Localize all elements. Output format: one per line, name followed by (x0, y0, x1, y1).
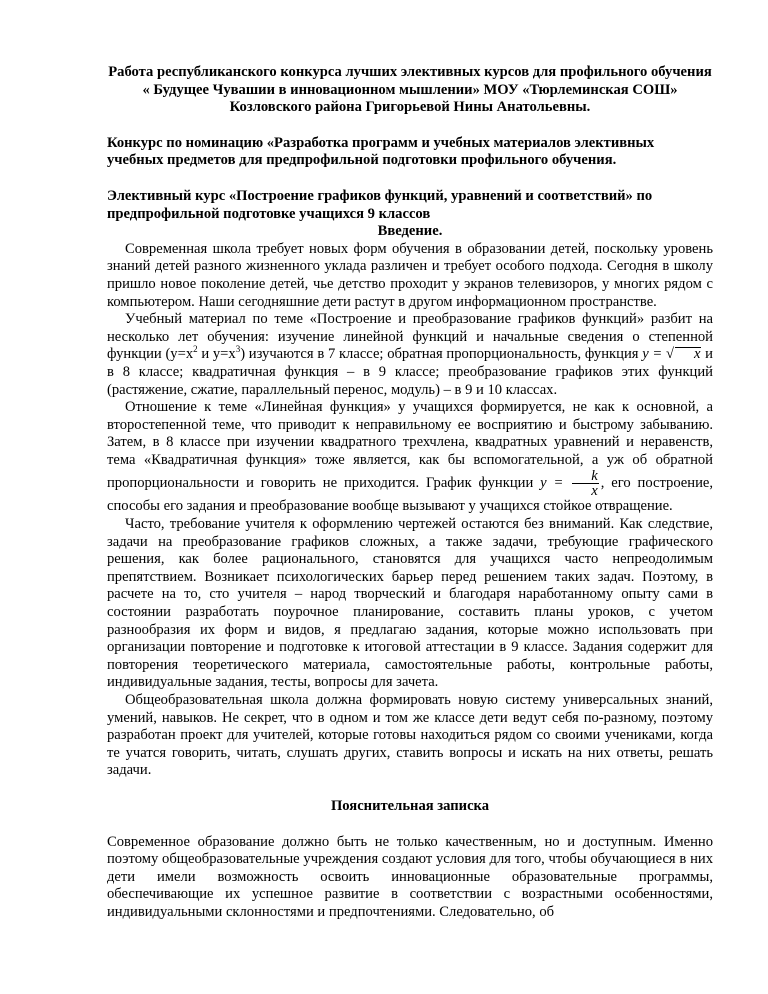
intro-paragraph-3 (107, 399, 713, 516)
intro-paragraph-2 (107, 311, 713, 399)
explanatory-note-paragraph-1: Современное образование должно быть не только качественным, но и доступным. Именно поэтому общеобразовательные учреждения создают условия для того, чтобы обучающиеся в них дети имели возможность освоить инновационные образовательные программы, обеспечивающие их успешное развитие в соответствии с возрастными особенностями, индивидуальными склонностями и предпочтениями. Следовательно, об (107, 833, 713, 920)
superscript-2: 2 (193, 344, 198, 355)
fraction-numerator: k (572, 469, 598, 484)
intro-p2-text-c: ) изучаются в 7 классе; обратная пропорциональность, функция (240, 346, 643, 363)
sqrt-radicand: x (675, 347, 701, 361)
intro-p3-text-a: Отношение к теме «Линейная функция» у учащихся формируется, не как к основной, а второстепенной теме, что приводит к неправильному ее восприятию и быстрому забыванию. Затем, в 8 классе при изучении квадратного трехчлена, квадратных уравнений и неравенств, тема «Квадратичная функция» тоже является, как бы вспомогательной, а уж об обратной пропорциональности и говорить не приходится. График функции (107, 399, 713, 492)
intro-paragraph-4: Часто, требование учителя к оформлению чертежей остаются без вниманий. Как следствие, задачи на преобразование графиков сложных, а также задачи, требующие графического решения, как более рационального, становятся для учащихся часто непреодолимым препятствием. Возникает психологических барьер перед решением таких задач. Поэтому, в расчете на то, сто учителя – народ творческий и благодаря наработанному опыту сами в состоянии разработать поурочное планирование, составить планы уроков, с учетом разнообразия их форм и видов, я предлагаю задания, которые можно использовать при организации повторение и подготовке к итоговой аттестации в 9 классе. Задания содержит для повторения теоретического материала, самостоятельные работы, контрольные работы, индивидуальные задания, тесты, вопросы для зачета. (107, 516, 713, 691)
explanatory-note-heading: Пояснительная записка (330, 797, 490, 814)
sqrt-formula-lhs: y = (642, 346, 666, 363)
nomination-text: Конкурс по номинацию «Разработка программ и учебных материалов элективных учебных предметов для предпрофильной подготовки профильного обучения. (107, 134, 655, 169)
superscript-3: 3 (235, 344, 241, 355)
fraction-formula (540, 468, 601, 500)
document-title: Работа республиканского конкурса лучших элективных курсов для профильного обучения « Будущее Чувашии в инновационном мышлении» МОУ «Тюрлеминская СОШ» Козловского района Григорьевой Нины Анатольевны. (108, 64, 712, 116)
intro-p2-text-b: и y=x (197, 346, 236, 363)
spacer (107, 117, 713, 135)
document-page (107, 64, 713, 922)
intro-paragraph-1: Современная школа требует новых форм обучения в образовании детей, поскольку уровень знаний детей разного жизненного уклада различен и требует особого подхода. Сегодня в школу пришло новое поколение детей, чье детство проходит у экранов телевизоров, у многих рядом с компьютером. Наши сегодняшние дети растут в другом информационном пространстве. (107, 240, 713, 310)
spacer (107, 170, 713, 188)
course-title: Элективный курс «Построение графиков функций, уравнений и соответствий» по предпрофильной подготовке учащихся 9 классов (107, 187, 653, 222)
fraction-denominator: x (591, 483, 598, 500)
intro-heading: Введение. (377, 223, 443, 240)
sqrt-formula: y = √ x (642, 346, 701, 363)
intro-p2-text-a: Учебный материал по теме «Построение и преобразование графиков функций» разбит на несколько лет обучения: изучение линейной функций и начальные сведения о степенной функции (y=x (107, 311, 713, 363)
intro-p3-text-b: , его построение, способы его задания и преобразование вообще вызывают у учащихся стойкое отвращение. (107, 475, 714, 515)
intro-paragraph-5: Общеобразовательная школа должна формировать новую систему универсальных знаний, умений, навыков. Не секрет, что в одном и том же классе дети ведут себя по-разному, поэтому разработан проект для учителей, которые готовы находиться рядом со своими учениками, когда те учатся говорить, читать, слушать других, ставить вопросы и искать на них ответы, решать задачи. (107, 692, 713, 779)
intro-p2-text-d: и в 8 классе; квадратичная функция – в 9 классе; преобразование графиков этих функций (растяжение, сжатие, параллельный перенос, модуль) – в 9 и 10 классах. (107, 346, 713, 398)
fraction (572, 469, 598, 498)
fraction-formula-lhs: y = (540, 475, 571, 492)
